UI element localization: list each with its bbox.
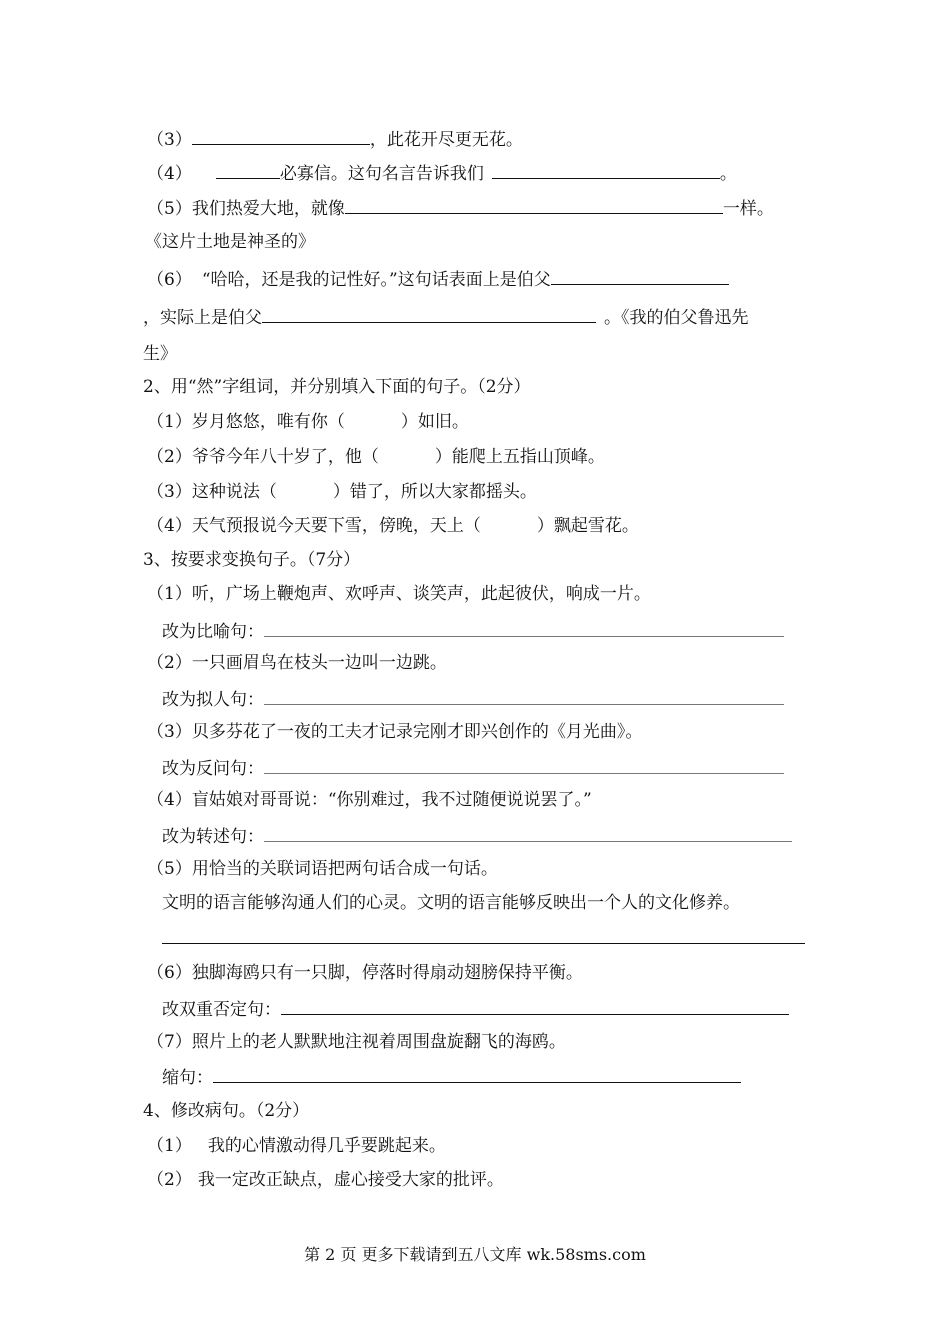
s3-q5-sub: 文明的语言能够沟通人们的心灵。文明的语言能够反映出一个人的文化修养。 bbox=[162, 893, 740, 913]
q5-source: 《这片土地是神圣的》 bbox=[145, 232, 315, 252]
answer-line[interactable] bbox=[213, 1064, 741, 1083]
answer-blank[interactable] bbox=[551, 266, 729, 285]
s3-q2-text: （2）一只画眉鸟在枝头一边叫一边跳。 bbox=[147, 653, 447, 673]
q4-line: （4） 必寡信。这句名言告诉我们 。 bbox=[147, 160, 737, 186]
page-footer: 第 2 页 更多下载请到五八文库 wk.58sms.com bbox=[304, 1245, 646, 1264]
section4-item: （1） 我的心情激动得几乎要跳起来。 bbox=[147, 1136, 446, 1156]
section3-heading: 3、按要求变换句子。（7分） bbox=[143, 550, 361, 570]
answer-blank[interactable] bbox=[492, 160, 720, 179]
answer-blank[interactable] bbox=[192, 126, 370, 145]
q6-line-2: ，实际上是伯父 。《我的伯父鲁迅先 bbox=[143, 304, 749, 330]
answer-blank[interactable] bbox=[345, 195, 723, 214]
section2-item: （4）天气预报说今天要下雪，傍晚，天上（ ）飘起雪花。 bbox=[147, 516, 639, 536]
section2-item: （3）这种说法（ ）错了，所以大家都摇头。 bbox=[147, 482, 537, 502]
section4-item: （2） 我一定改正缺点，虚心接受大家的批评。 bbox=[147, 1170, 504, 1190]
s3-q3-answer: 改为反问句： bbox=[162, 755, 784, 781]
s3-q6-answer: 改双重否定句： bbox=[162, 996, 789, 1022]
answer-blank[interactable] bbox=[216, 160, 280, 179]
s3-q2-answer: 改为拟人句： bbox=[162, 686, 784, 712]
answer-blank[interactable] bbox=[262, 304, 596, 323]
s3-q5-text: （5）用恰当的关联词语把两句话合成一句话。 bbox=[147, 859, 498, 879]
answer-line[interactable] bbox=[162, 943, 805, 944]
section2-item: （2）爷爷今年八十岁了，他（ ）能爬上五指山顶峰。 bbox=[147, 447, 605, 467]
answer-line[interactable] bbox=[264, 686, 784, 705]
q5-line: （5）我们热爱大地，就像 一样。 bbox=[147, 195, 774, 221]
s3-q4-text: （4）盲姑娘对哥哥说：“你别难过，我不过随便说说罢了。” bbox=[147, 790, 592, 810]
section2-heading: 2、用“然”字组词，并分别填入下面的句子。（2分） bbox=[143, 377, 531, 397]
answer-line[interactable] bbox=[281, 996, 789, 1015]
s3-q7-text: （7）照片上的老人默默地注视着周围盘旋翻飞的海鸥。 bbox=[147, 1032, 566, 1052]
q6-line: （6） “哈哈，还是我的记性好。”这句话表面上是伯父 bbox=[147, 266, 729, 292]
answer-line[interactable] bbox=[264, 823, 792, 842]
s3-q4-answer: 改为转述句： bbox=[162, 823, 792, 849]
answer-line[interactable] bbox=[264, 755, 784, 774]
s3-q1-answer: 改为比喻句： bbox=[162, 618, 784, 644]
s3-q3-text: （3）贝多芬花了一夜的工夫才记录完刚才即兴创作的《月光曲》。 bbox=[147, 722, 643, 742]
s3-q6-text: （6）独脚海鸥只有一只脚，停落时得扇动翅膀保持平衡。 bbox=[147, 963, 583, 983]
s3-q7-answer: 缩句： bbox=[162, 1064, 741, 1090]
q3-line: （3） ，此花开尽更无花。 bbox=[147, 126, 523, 152]
q6-line-3: 生》 bbox=[143, 344, 177, 364]
answer-line[interactable] bbox=[264, 618, 784, 637]
section2-item: （1）岁月悠悠，唯有你（ ）如旧。 bbox=[147, 412, 469, 432]
section4-heading: 4、修改病句。（2分） bbox=[143, 1101, 310, 1121]
s3-q1-text: （1）听，广场上鞭炮声、欢呼声、谈笑声，此起彼伏，响成一片。 bbox=[147, 584, 651, 604]
